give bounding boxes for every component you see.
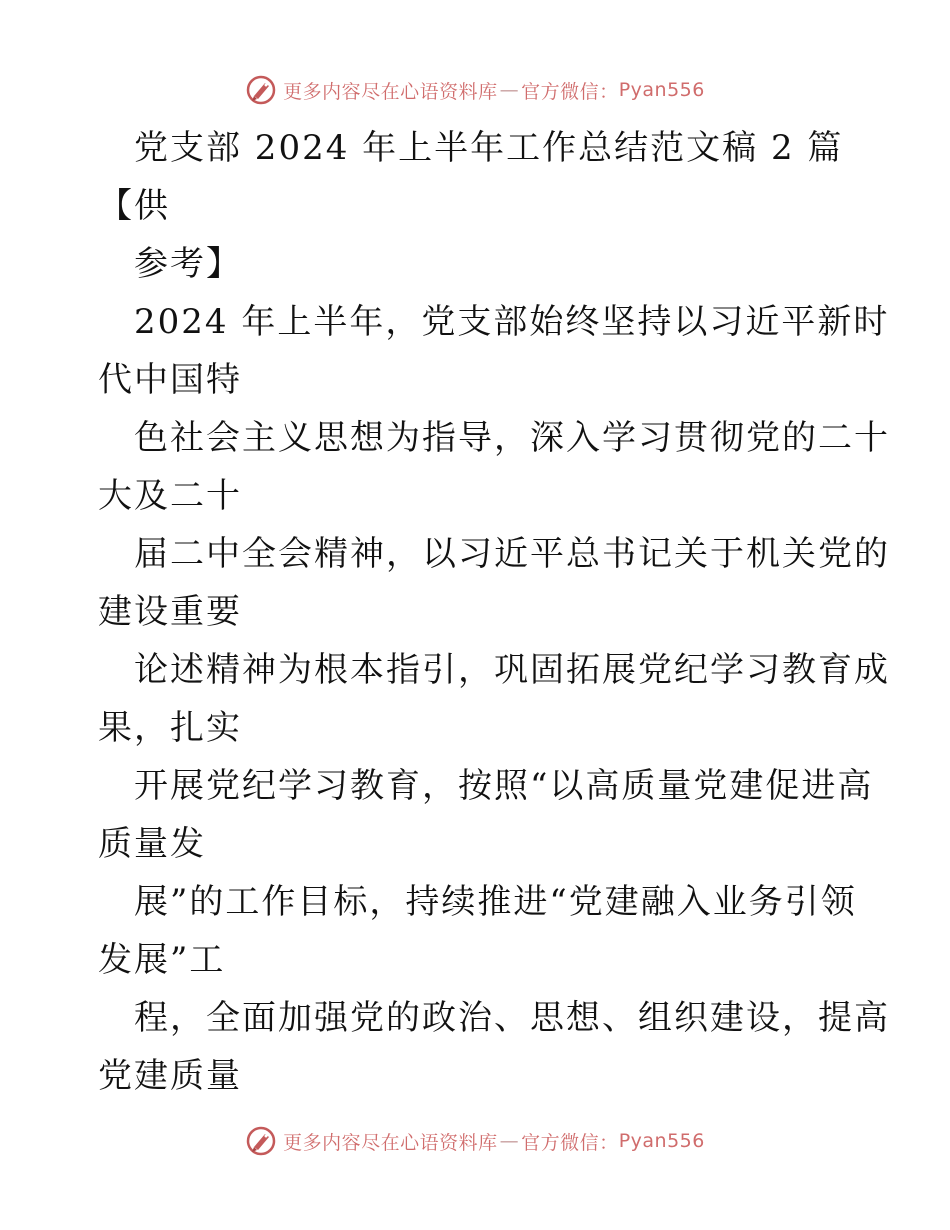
watermark-wechat-id: Pyan556 [618,1130,705,1152]
watermark-separator: — [499,1130,520,1152]
watermark-wechat-label: 官方微信： [521,1131,619,1154]
watermark-separator: — [499,79,520,101]
watermark-text: 更多内容尽在心语资料库 [283,1131,498,1154]
document-title-line-3: 参考】 [134,244,242,284]
header-watermark [0,70,950,110]
paragraph-line: 2024 年上半年，党支部始终坚持以习近平新时 [134,302,890,342]
paragraph-line: 建设重要 [98,592,242,632]
pen-nib-logo-icon [245,1125,277,1157]
footer-watermark [0,1121,950,1161]
paragraph-line: 果，扎实 [98,708,242,748]
paragraph-line: 代中国特 [98,360,242,400]
watermark-text: 更多内容尽在心语资料库 [283,80,498,103]
watermark-wechat-label: 官方微信： [521,80,619,103]
paragraph-line: 发展”工 [98,940,226,980]
paragraph-line: 党建质量 [98,1056,242,1096]
paragraph-line: 展”的工作目标，持续推进“党建融入业务引领 [134,882,857,922]
paragraph-line: 开展党纪学习教育，按照“以高质量党建促进高 [134,766,874,806]
paragraph-line: 色社会主义思想为指导，深入学习贯彻党的二十 [134,418,890,458]
paragraph-line: 大及二十 [98,476,242,516]
paragraph-line: 质量发 [98,824,206,864]
watermark-wechat-id: Pyan556 [618,79,705,101]
paragraph-line: 程，全面加强党的政治、思想、组织建设，提高 [134,998,890,1038]
document-title-line-1: 党支部 2024 年上半年工作总结范文稿 2 篇 [134,128,844,168]
document-title-line-2: 【供 [98,186,170,226]
paragraph-line: 论述精神为根本指引，巩固拓展党纪学习教育成 [134,650,890,690]
paragraph-line: 届二中全会精神，以习近平总书记关于机关党的 [134,534,890,574]
pen-nib-logo-icon [245,74,277,106]
